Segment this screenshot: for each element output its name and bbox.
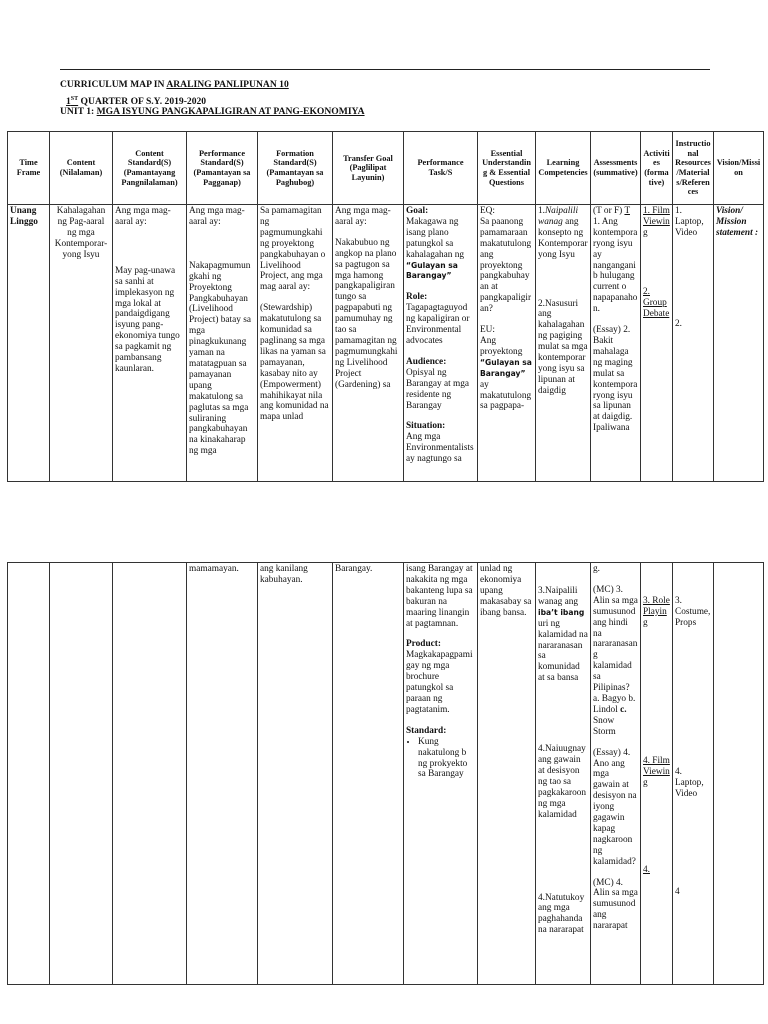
col-performance-task: Performance Task/S (404, 132, 478, 205)
header-line-2: 1ST QUARTER OF S.Y. 2019-2020 (66, 96, 207, 107)
competency-4: 4.Naiuugnay ang gawain at desisyon ng tao sa pagkakaroon ng mga kalamidad (538, 744, 587, 820)
cell-assessments-cont (591, 563, 641, 985)
cell-transfer-goal-cont: Barangay. (333, 563, 404, 985)
task-standard-item: • Kung nakatulong b ng prokyekto sa Barangay (418, 737, 475, 781)
competency-2: 2.Nasusuri ang kahalagahan ng pagiging mulat sa mga kontemporaryong isyu sa lipunan at daigdig (538, 298, 588, 396)
table-header-row (8, 132, 764, 205)
eq-text: Sa paanong pamamaraan makatutulong ang proyektong pangkabuhayan at pangkapaligiran? (480, 216, 532, 315)
curriculum-table-page-2 (7, 562, 764, 985)
task-role: Tagapagtaguyod ng kapaligiran or Environmental advocates (406, 303, 470, 346)
cell-learning-competencies-cont (536, 563, 591, 985)
cell-content-standard (113, 205, 187, 482)
header-line-1: CURRICULUM MAP IN ARALING PANLIPUNAN 10 (60, 79, 289, 90)
resource-3: 3. Costume, Props (675, 596, 711, 628)
cell-essential-understanding (478, 205, 536, 482)
col-transfer-goal: Transfer Goal (Paglilipat Layunin) (333, 132, 404, 205)
activity-5: 4. (643, 865, 650, 876)
assessment-cont: g. (593, 564, 600, 574)
task-product: Magkakapagpamigay ng mga brochure patungkol sa paraan ng pagtatanim. (406, 650, 473, 715)
competency-3: 3.Naipalili wanag ang iba’t ibang uri ng kalamidad na nararanasan sa komunidad at sa bansa (538, 586, 588, 684)
assessment-5: (MC) 4. Alin sa mga sumusunod ang nararapat (593, 877, 638, 932)
task-audience: Opisyal ng Barangay at mga residente ng Barangay (406, 367, 469, 411)
cell-performance-task-cont (404, 563, 478, 985)
activity-1: 1. Film Viewing (643, 206, 670, 238)
task-situation-label: Situation: (406, 421, 446, 432)
col-time-frame: Time Frame (8, 132, 50, 205)
cell-performance-standard (187, 205, 258, 482)
activity-2: 2. Group Debate (643, 286, 670, 319)
task-situation: Ang mga Environmentalists ay nagtungo sa (406, 432, 474, 465)
eu-label: EU: (480, 325, 495, 336)
cell-performance-standard-cont: mamamayan. (187, 563, 258, 985)
cell-content-standard-cont (113, 563, 187, 985)
task-role-label: Role: (406, 292, 428, 303)
table-row (8, 205, 764, 482)
curriculum-table-page-1 (7, 131, 764, 482)
table-row (8, 563, 764, 985)
assessment-2: (Essay) 2. Bakit mahalaga ng maging mulat sa kontemporaryong isyu sa lipunan at daigdig. Ipaliwana (593, 325, 638, 434)
competency-5: 4.Natutukoy ang mga paghahanda na nararapat (538, 892, 585, 936)
task-goal-label: Goal: (406, 206, 429, 216)
col-assessments: Assessments (summative) (591, 132, 641, 205)
cell-instructional-resources-cont (673, 563, 714, 985)
task-standard-label: Standard: (406, 725, 447, 736)
cell-performance-task (404, 205, 478, 482)
activity-3: 3. Role Playing (643, 596, 670, 628)
cell-assessments (591, 205, 641, 482)
cell-activities-cont (641, 563, 673, 985)
cell-time-frame-cont (8, 563, 50, 985)
cell-essential-understanding-cont: unlad ng ekonomiya upang makasabay sa ibang bansa. (478, 563, 536, 985)
task-product-label: Product: (406, 639, 441, 650)
cell-content: Kahalagahan ng Pag-aaral ng mga Kontemporar-yong Isyu (50, 205, 113, 482)
performance-standard-intro: Ang mga mag-aaral ay: (189, 206, 245, 227)
task-goal: Makagawa ng isang plano patungkol sa kahalagahan ng “Gulayan sa Barangay” (406, 216, 465, 281)
cell-time-frame: Unang Linggo (8, 205, 50, 482)
header-rule (60, 69, 710, 70)
col-vision-mission: Vision/Mission (714, 132, 764, 205)
transfer-goal-intro: Ang mga mag-aaral ay: (335, 206, 391, 227)
task-audience-label: Audience: (406, 356, 447, 367)
cell-vision-mission-cont (714, 563, 764, 985)
activity-4: 4. Film Viewing (643, 755, 670, 788)
cell-formation-standard (258, 205, 333, 482)
col-instructional-resources: Instructional Resources /Materials/References (673, 132, 714, 205)
header-line-3: UNIT 1: MGA ISYUNG PANGKAPALIGIRAN AT PANG-EKONOMIYA (60, 106, 365, 117)
resource-1: 1. Laptop, Video (675, 206, 704, 238)
resource-4: 4. Laptop, Video (675, 766, 704, 799)
col-content: Content (Nilalaman) (50, 132, 113, 205)
resource-2: 2. (675, 318, 682, 329)
transfer-goal-body: Nakabubuo ng angkop na plano sa pagtugon sa mga hamong pangkapaligiran tungo sa pagpapabuti ng pamumuhay ng tao sa pamamagitan ng pagmumungkahi ng Livelihood Project (Gardening) sa (335, 237, 398, 390)
col-performance-standard: Performance Standard(S) (Pamantayan sa Pagganap) (187, 132, 258, 205)
cell-content-cont (50, 563, 113, 985)
cell-activities (641, 205, 673, 482)
content-standard-intro: Ang mga mag-aaral ay: (115, 206, 171, 227)
competency-1: 1.Naipalili wanag ang konsepto ng Kontemporaryong Isyu (538, 206, 588, 260)
assessment-1: (T or F) T 1. Ang kontemporaryong isyu ay nanganganib hulugang current o napapanahon. (593, 206, 638, 315)
cell-instructional-resources (673, 205, 714, 482)
formation-standard-intro: Sa pamamagitan ng pagmumungkahi ng proyektong pangkabuhayan o Livelihood Project, ang mga mag aaral ay: (260, 206, 326, 293)
eu-text: Ang proyektong “Gulayan sa Barangay” ay makatutulong sa pagpapa- (480, 335, 532, 412)
task-situation-cont: isang Barangay at nakakita ng mga bakanteng lupa sa bakuran na maaring linangin at pagtamnan. (406, 564, 473, 629)
task-standard-list (406, 737, 475, 781)
col-learning-competencies: Learning Competencies (536, 132, 591, 205)
col-formation-standard: Formation Standard(S) (Pamantayan sa Paghubog) (258, 132, 333, 205)
resource-5: 4 (675, 887, 680, 898)
eq-label: EQ: (480, 206, 495, 216)
assessment-3: (MC) 3. Alin sa mga sumusunod ang hindi na nararanasang kalamidad sa Pilipinas? a. Bagyo b. Lindol c. Snow Storm (593, 584, 638, 737)
content-standard-body: May pag-unawa sa sanhi at implekasyon ng mga lokal at pandaigdigang isyung pang-ekonomiya tungo sa pagkamit ng pambansang kaunlaran. (115, 265, 180, 374)
col-activities: Activities (formative) (641, 132, 673, 205)
col-essential-understanding: Essential Understanding & Essential Questions (478, 132, 536, 205)
col-content-standard: Content Standard(S) (Pamantayang Pangnilalaman) (113, 132, 187, 205)
cell-vision-mission: Vision/ Mission statement : (714, 205, 764, 482)
performance-standard-body: Nakapagmumungkahi ng Proyektong Pangkabuhayan (Livelihood Project) batay sa mga pinagkukunang yaman na matatagpuan sa pamayanan upang makatulong sa paglutas sa mga suliraning pangkabuhayan na kinakaharap ng mga (189, 260, 251, 457)
cell-transfer-goal (333, 205, 404, 482)
formation-standard-body: (Stewardship) makatutulong sa komunidad sa paglinang sa mga likas na yaman sa pamayanan, kasabay nito ay (Empowerment) mahihikayat nila ang komunidad na mapa unlad (260, 303, 329, 423)
cell-formation-standard-cont: ang kanilang kabuhayan. (258, 563, 333, 985)
cell-learning-competencies (536, 205, 591, 482)
assessment-4: (Essay) 4. Ano ang mga gawain at desisyon na iyong gagawin kapag nagkaroon ng kalamidad? (593, 747, 637, 867)
